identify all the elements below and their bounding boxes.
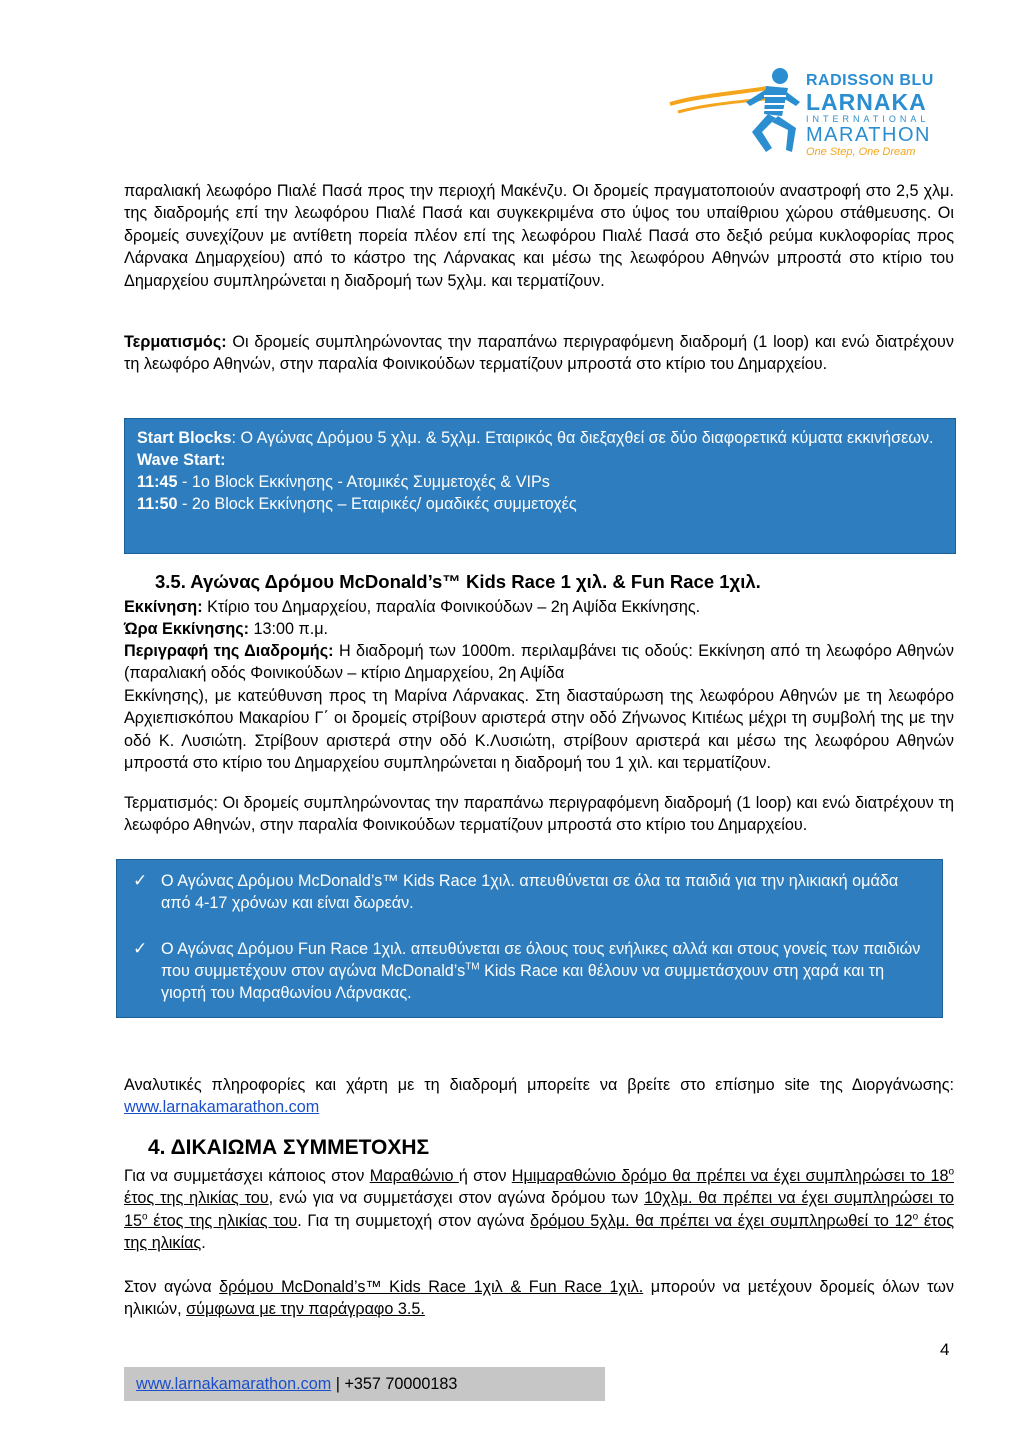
kids-finish-text: Τερματισμός: Οι δρομείς συμπληρώνοντας την παραπάνω περιγραφόμενη διαδρομή (1 loop) και ενώ διατρέχουν τη λεωφόρο Αθηνών, στην παραλία Φοινικούδων τερματίζουν μπροστά στο κτίριο του Δημαρχείου. — [124, 794, 954, 835]
elig-sup: ο — [912, 1211, 919, 1223]
kids-time-line — [124, 618, 954, 640]
footer-phone: +357 70000183 — [344, 1375, 458, 1393]
elig-sup: ο — [142, 1211, 148, 1223]
section-3-5-heading: 3.5. Αγώνας Δρόμου McDonald’s™ Kids Race 1 χιλ. & Fun Race 1χιλ. — [155, 571, 761, 592]
elig-sup: ο — [948, 1166, 955, 1178]
elig-underline: έτος της ηλικίας του — [124, 1189, 269, 1208]
page-number: 4 — [940, 1340, 950, 1359]
info-paragraph — [124, 1074, 954, 1119]
fun-race-text-b: Kids Race και θέλουν να συμμετάσχουν στη χαρά και τη γιορτή του Μαραθωνίου Λάρνακας. — [161, 962, 885, 1002]
kids-desc-line-1 — [124, 640, 954, 685]
start-blocks-line — [137, 427, 937, 449]
kids-info-box — [116, 859, 943, 1018]
logo-line-1: RADISSON BLU — [806, 72, 934, 89]
finish-text: Οι δρομείς συμπληρώνοντας την παραπάνω περιγραφόμενη διαδρομή (1 loop) και ενώ διατρέχουν τη λεωφόρο Αθηνών, στην παραλία Φοινικούδων τερματίζουν μπροστά στο κτίριο του Δημαρχείου. — [124, 333, 954, 374]
elig-text: ή στον — [458, 1167, 512, 1185]
start-blocks-label: Start Blocks — [137, 429, 232, 447]
wave-1-line — [137, 471, 937, 493]
kids-eligibility-paragraph — [124, 1276, 954, 1321]
website-link[interactable]: www.larnakamarathon.com — [124, 1098, 320, 1117]
footer-separator: | — [331, 1375, 345, 1393]
kids-start-line — [124, 596, 954, 618]
kids-time-text: 13:00 π.μ. — [249, 620, 329, 638]
kids-race-item — [133, 870, 921, 914]
elig-underline: 10χλμ. θα πρέπει να έχει συμπληρώσει το 15 — [124, 1189, 954, 1230]
elig-text: , ενώ για να συμμετάσχει στον αγώνα δρόμου των — [268, 1189, 645, 1208]
route-paragraph: παραλιακή λεωφόρο Πιαλέ Πασά προς την περιοχή Μακένζυ. Οι δρομείς πραγματοποιούν αναστροφή στο 2,5 χλμ. της διαδρομής επί την λεωφόρου Πιαλέ Πασά και συγκεκριμένα στο ύψος του υπαίθριου χώρου στάθμευσης. Οι δρομείς συνεχίζουν με αντίθετη πορεία πλέον επί της λεωφόρου Πιαλέ Πασά στο δεξιό ρεύμα κυκλοφορίας προς Λάρνακα Δημαρχείου) από το κάστρο της Λάρνακας και μέσω της λεωφόρου Αθηνών μπροστά στο κτίριο του Δημαρχείου συμπληρώνεται η διαδρομή των 5χλμ. και τερματίζουν. — [124, 182, 954, 290]
kids-elig-text: Στον αγώνα — [124, 1278, 220, 1296]
footer-text — [136, 1375, 457, 1394]
kids-desc-label: Περιγραφή της Διαδρομής: — [124, 642, 334, 660]
kids-race-text: Ο Αγώνας Δρόμου McDonald’s™ Kids Race 1χιλ. απευθύνεται σε όλα τα παιδιά για την ηλικιακή ομάδα από 4-17 χρόνων και είναι δωρεάν. — [161, 872, 899, 912]
section-4-heading: 4. ΔΙΚΑΙΩΜΑ ΣΥΜΜΕΤΟΧΗΣ — [148, 1136, 430, 1159]
logo-tagline: One Step, One Dream — [806, 146, 916, 158]
fun-race-text-a: Ο Αγώνας Δρόμου Fun Race 1χιλ. απευθύνεται σε όλους τους ενήλικες αλλά και στους γονείς των παιδιών που συμμετέχουν στον αγώνα McDonald’s — [161, 940, 921, 980]
kids-elig-underline: δρόμου McDonald’s™ Kids Race 1χιλ & Fun Race 1χιλ. — [219, 1278, 644, 1296]
wave-start-label: Wave Start: — [137, 451, 226, 469]
eligibility-paragraph — [124, 1165, 954, 1255]
wave-1-text: - 1ο Block Εκκίνησης - Ατομικές Συμμετοχές & VIPs — [177, 473, 550, 491]
footer-bar — [124, 1367, 605, 1401]
finish-paragraph — [124, 331, 954, 376]
elig-underline: δρόμου 5χλμ. θα πρέπει να έχει συμπληρωθεί το 12 — [530, 1211, 913, 1230]
elig-underline: έτος της ηλικίας — [124, 1211, 955, 1253]
elig-text: . — [201, 1234, 206, 1253]
elig-underline: έτος της ηλικίας του — [147, 1211, 298, 1230]
elig-underline: Μαραθώνιο — [369, 1167, 459, 1185]
fun-race-item — [133, 938, 921, 1004]
runner-logo-icon — [668, 66, 808, 158]
kids-start-text: Κτίριο του Δημαρχείου, παραλία Φοινικούδων – 2η Αψίδα Εκκίνησης. — [202, 598, 701, 616]
wave-2-line — [137, 493, 937, 515]
kids-elig-text: μπορούν να μετέχουν δρομείς όλων των ηλικιών, — [124, 1278, 954, 1319]
check-icon: ✓ — [133, 939, 148, 958]
info-text: Αναλυτικές πληροφορίες και χάρτη με τη διαδρομή μπορείτε να βρείτε στο επίσημο site της Διοργάνωσης: — [124, 1076, 954, 1094]
trademark-sup: TM — [465, 961, 480, 973]
kids-desc-text-1: Η διαδρομή των 1000m. περιλαμβάνει τις οδούς: Εκκίνηση από τη λεωφόρο Αθηνών (παραλιακή οδός Φοινικούδων – κτίριο Δημαρχείου, 2η Αψίδα — [124, 642, 954, 683]
logo-line-2: LARNAKA — [806, 89, 927, 115]
elig-text: . Για τη συμμετοχή στον αγώνα — [297, 1211, 531, 1230]
finish-label: Τερματισμός: — [124, 333, 227, 351]
kids-desc-text-2: Εκκίνησης), με κατεύθυνση προς τη Μαρίνα Λάρνακας. Στη διασταύρωση της λεωφόρου Αθηνών με τη λεωφόρο Αρχιεπισκόπου Μακαρίου Γ΄ οι δρομείς στρίβουν αριστερά στην οδό Ζήνωνος Κιτιέως μέχρι τη συμβολή της με την οδό Κ. Λυσιώτη. Στρίβουν αριστερά στην οδό Κ.Λυσιώτη, στρίβουν αριστερά και μέσω της λεωφόρου Αθηνών μπροστά στο κτίριο του Δημαρχείου συμπληρώνεται η διαδρομή του 1 χιλ. και τερματίζουν. — [124, 687, 954, 773]
kids-start-label: Εκκίνηση: — [124, 598, 203, 616]
logo-line-4: MARATHON — [806, 124, 931, 146]
check-icon: ✓ — [133, 871, 148, 890]
footer-website-link[interactable]: www.larnakamarathon.com — [136, 1375, 332, 1393]
start-blocks-box — [124, 418, 956, 554]
logo-line-3: INTERNATIONAL — [806, 114, 930, 124]
elig-text: Για να συμμετάσχει κάποιος στον — [124, 1167, 370, 1185]
wave-1-time: 11:45 — [137, 473, 178, 491]
kids-time-label: Ώρα Εκκίνησης: — [124, 620, 250, 638]
start-blocks-text: : Ο Αγώνας Δρόμου 5 χλμ. & 5χλμ. Εταιρικός θα διεξαχθεί σε δύο διαφορετικά κύματα εκκινήσεων. — [231, 429, 934, 447]
marathon-logo — [668, 66, 938, 158]
wave-2-time: 11:50 — [137, 495, 178, 513]
elig-underline: Ημιμαραθώνιο δρόμο θα πρέπει να έχει συμπληρώσει το 18 — [511, 1167, 949, 1185]
kids-elig-underline: σύμφωνα με την παράγραφο 3.5. — [186, 1300, 425, 1319]
wave-2-text: - 2ο Block Εκκίνησης – Εταιρικές/ ομαδικές συμμετοχές — [177, 495, 577, 513]
